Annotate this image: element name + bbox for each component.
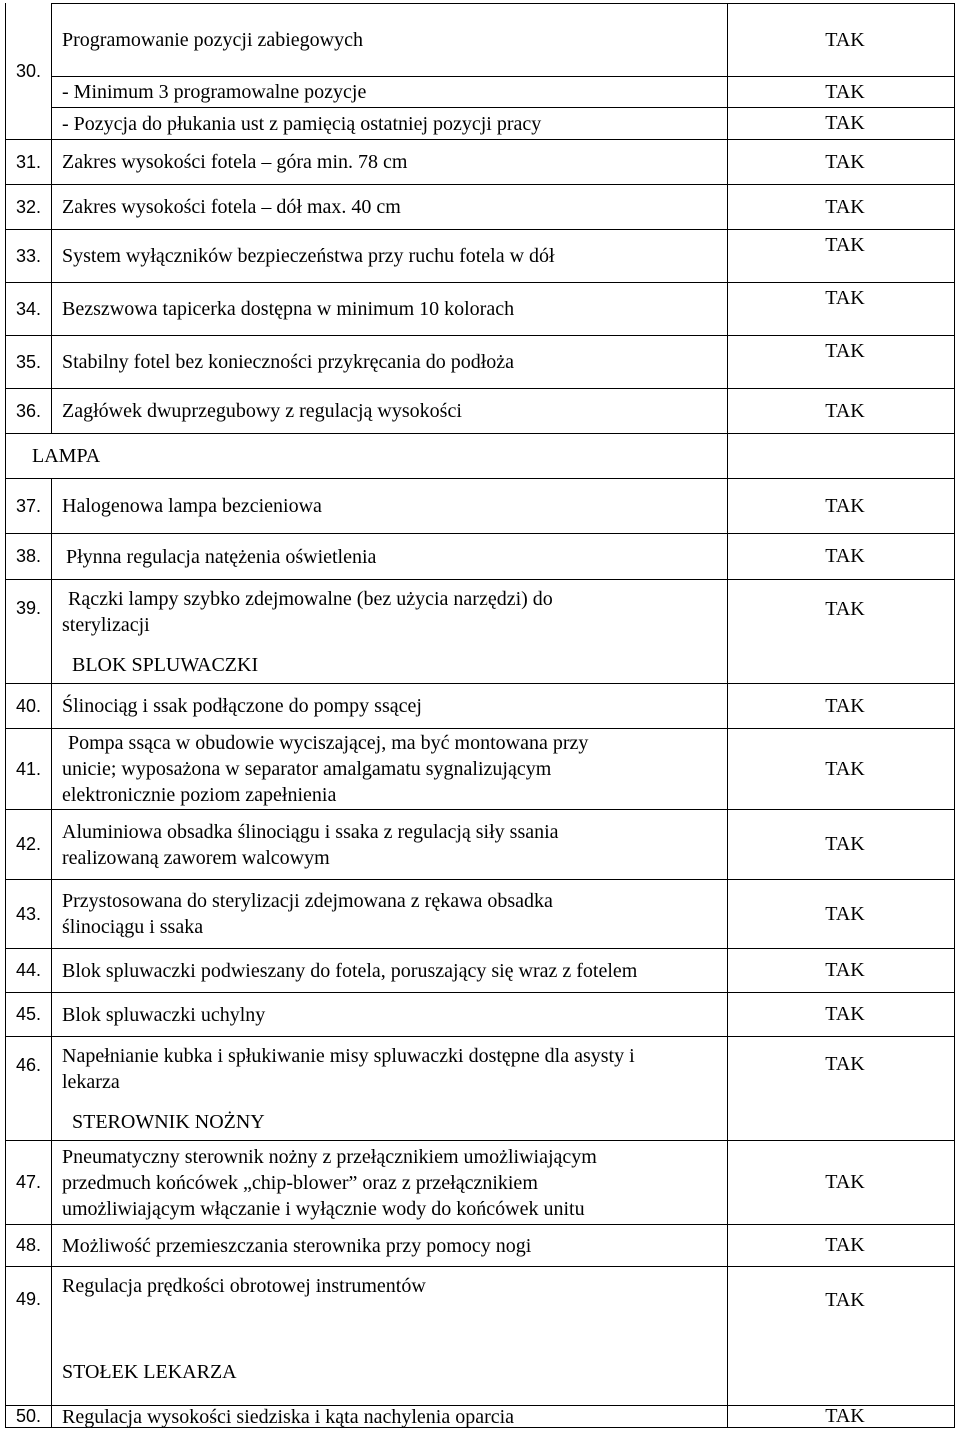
- row-value: TAK: [825, 195, 865, 218]
- row-value: TAK: [825, 80, 865, 103]
- row-description-line: elektronicznie poziom zapełnienia: [62, 784, 337, 806]
- row-number: 49.: [6, 1267, 52, 1405]
- table-row: [6, 1224, 954, 1266]
- table-row: [6, 388, 954, 433]
- row-number: 43.: [6, 880, 52, 948]
- row-number: 44.: [6, 949, 52, 992]
- table-row: [6, 1405, 954, 1428]
- row-description-line: Napełnianie kubka i spłukiwanie misy spluwaczki dostępne dla asysty i: [62, 1045, 635, 1067]
- table-row: [6, 579, 954, 683]
- table-row: [6, 728, 954, 809]
- row-value: TAK: [825, 1171, 865, 1193]
- row-value: TAK: [825, 1003, 865, 1025]
- table-row: [6, 139, 954, 184]
- row-description: [52, 880, 728, 948]
- table-row: [6, 992, 954, 1036]
- section-title-sterownik-nozny: STEROWNIK NOŻNY: [72, 1111, 265, 1133]
- row-value: TAK: [825, 287, 865, 309]
- row-number: 45.: [6, 993, 52, 1036]
- row-number: 31.: [6, 140, 52, 184]
- row-number: 33.: [6, 230, 52, 282]
- row-description-line: Regulacja prędkości obrotowej instrumentów: [62, 1275, 426, 1297]
- row-description-line: realizowaną zaworem walcowym: [62, 846, 330, 869]
- row-value: TAK: [825, 598, 865, 620]
- row-value: TAK: [825, 1053, 865, 1075]
- table-row: [6, 948, 954, 992]
- table-row: [6, 809, 954, 879]
- row-value: TAK: [825, 833, 865, 855]
- row-description-line: sterylizacji: [62, 614, 150, 636]
- table-row: [6, 1266, 954, 1405]
- row-description: [52, 1037, 728, 1140]
- row-value: TAK: [825, 545, 865, 567]
- row-description: Ślinociąg i ssak podłączone do pompy ssącej: [52, 684, 728, 728]
- row-description-line: Pneumatyczny sterownik nożny z przełącznikiem umożliwiającym: [62, 1145, 597, 1168]
- row-description: Zakres wysokości fotela – dół max. 40 cm: [52, 185, 728, 229]
- row-description: Zakres wysokości fotela – góra min. 78 cm: [52, 140, 728, 184]
- table-row: [6, 879, 954, 948]
- row-description: - Minimum 3 programowalne pozycje: [52, 77, 728, 107]
- row-description: - Pozycja do płukania ust z pamięcią ostatniej pozycji pracy: [52, 108, 728, 139]
- row-description: Blok spluwaczki podwieszany do fotela, poruszający się wraz z fotelem: [52, 949, 728, 992]
- table-row: [6, 229, 954, 282]
- row-value: TAK: [825, 694, 865, 717]
- row-description: System wyłączników bezpieczeństwa przy ruchu fotela w dół: [52, 230, 728, 282]
- row-description-line: Aluminiowa obsadka ślinociągu i ssaka z regulacją siły ssania: [62, 820, 559, 843]
- row-description: Halogenowa lampa bezcieniowa: [52, 479, 728, 533]
- row-description: [52, 1267, 728, 1405]
- row-value: TAK: [825, 399, 865, 422]
- row-value: TAK: [825, 1405, 865, 1427]
- row-number: 48.: [6, 1225, 52, 1266]
- specification-table: [5, 3, 955, 1428]
- table-row: [6, 1036, 954, 1140]
- row-value: TAK: [825, 757, 865, 780]
- row-value: TAK: [825, 112, 865, 134]
- row-value: TAK: [825, 959, 865, 981]
- table-row: [6, 184, 954, 229]
- row-description: Możliwość przemieszczania sterownika przy pomocy nogi: [52, 1225, 728, 1266]
- table-row: [6, 478, 954, 533]
- section-title-lampa: LAMPA: [6, 434, 728, 478]
- table-row: [6, 282, 954, 335]
- row-value: TAK: [825, 28, 865, 51]
- row-description: Regulacja wysokości siedziska i kąta nachylenia oparcia: [52, 1406, 728, 1427]
- table-row: [6, 533, 954, 579]
- row-description-line: Pompa ssąca w obudowie wyciszającej, ma być montowana przy: [68, 732, 589, 754]
- row-number: 30.: [6, 3, 52, 139]
- row-value: TAK: [825, 494, 865, 517]
- row-number: 40.: [6, 684, 52, 728]
- row-value: TAK: [825, 234, 865, 256]
- row-description-line: Rączki lampy szybko zdejmowalne (bez użycia narzędzi) do: [68, 588, 553, 610]
- row-number: 38.: [6, 534, 52, 579]
- table-row: [6, 76, 954, 107]
- row-value: TAK: [825, 1289, 865, 1311]
- row-number: 41.: [6, 729, 52, 809]
- table-row: [6, 683, 954, 728]
- row-description: Zagłówek dwuprzegubowy z regulacją wysokości: [52, 389, 728, 433]
- row-number: 37.: [6, 479, 52, 533]
- table-row: [6, 107, 954, 139]
- row-description: Stabilny fotel bez konieczności przykręcania do podłoża: [52, 336, 728, 388]
- row-value: TAK: [825, 1234, 865, 1256]
- row-description-line: umożliwiającym włączanie i wyłącznie wody do końcówek unitu: [62, 1197, 585, 1220]
- row-number: 46.: [6, 1037, 52, 1140]
- row-description: Blok spluwaczki uchylny: [52, 993, 728, 1036]
- table-row: [6, 335, 954, 388]
- row-value: TAK: [825, 902, 865, 925]
- table-row: [6, 1140, 954, 1224]
- row-description: Płynna regulacja natężenia oświetlenia: [52, 534, 728, 579]
- row-value: TAK: [825, 150, 865, 173]
- row-description-line: lekarza: [62, 1071, 120, 1093]
- row-description-line: ślinociągu i ssaka: [62, 916, 204, 938]
- table-row: [6, 3, 954, 76]
- row-description-line: przedmuch końcówek „chip-blower” oraz z przełącznikiem: [62, 1171, 538, 1194]
- section-title-stolek-lekarza: STOŁEK LEKARZA: [62, 1361, 237, 1383]
- row-description: Programowanie pozycji zabiegowych: [52, 4, 728, 76]
- row-number: 36.: [6, 389, 52, 433]
- row-number: 42.: [6, 810, 52, 879]
- row-description: [52, 810, 728, 879]
- row-description: Bezszwowa tapicerka dostępna w minimum 10 kolorach: [52, 283, 728, 335]
- row-number: 32.: [6, 185, 52, 229]
- row-description: [52, 729, 728, 809]
- section-header-row: [6, 433, 954, 478]
- row-number: 39.: [6, 580, 52, 683]
- row-value: TAK: [825, 340, 865, 362]
- row-number: 35.: [6, 336, 52, 388]
- row-description-line: Przystosowana do sterylizacji zdejmowana z rękawa obsadka: [62, 890, 553, 912]
- row-number: 34.: [6, 283, 52, 335]
- row-description: [52, 580, 728, 683]
- row-description-line: unicie; wyposażona w separator amalgamatu sygnalizującym: [62, 758, 552, 780]
- row-number: 50.: [6, 1406, 52, 1427]
- row-description: [52, 1141, 728, 1224]
- section-title-blok-spluwaczki: BLOK SPLUWACZKI: [72, 654, 259, 676]
- row-number: 47.: [6, 1141, 52, 1224]
